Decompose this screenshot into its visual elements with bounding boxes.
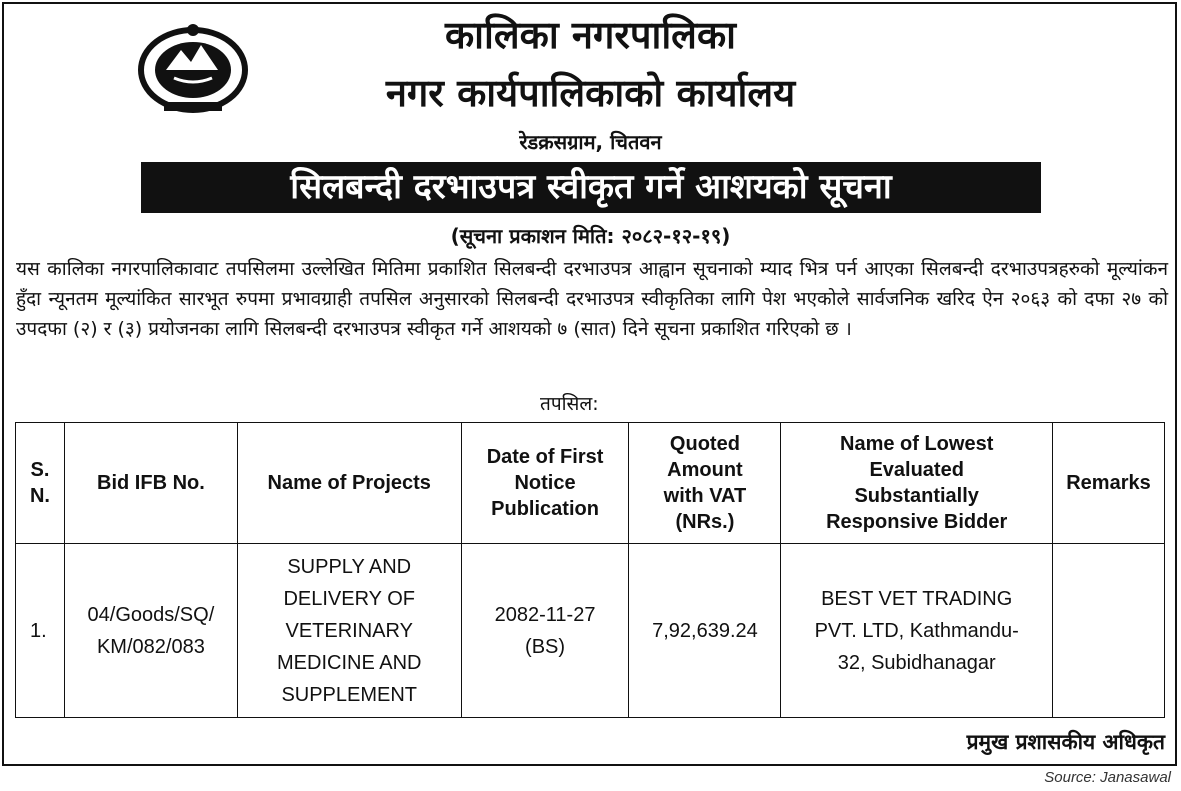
cell-lowest-bidder: [781, 544, 1053, 718]
cell-line: 2082-11-27: [494, 603, 596, 626]
cell-line: S.: [30, 459, 50, 481]
table-row: [16, 544, 1165, 718]
signatory-title: प्रमुख प्रशासकीय अधिकृत: [966, 730, 1165, 754]
office-address: रेडक्रसग्राम, चितवन: [519, 130, 662, 154]
header-sn: [16, 423, 65, 544]
cell-line: (NRs.): [675, 511, 735, 533]
table-header-row: [16, 423, 1165, 544]
bid-table: [15, 422, 1165, 718]
cell-quoted-amount: [629, 544, 781, 718]
cell-line: 04/Goods/SQ/: [87, 603, 215, 626]
cell-line: SUPPLEMENT: [281, 683, 418, 706]
cell-line: with VAT: [663, 485, 747, 507]
cell-line: PVT. LTD, Kathmandu-: [814, 619, 1019, 642]
cell-line: N.: [29, 485, 50, 507]
header-project-name: [237, 423, 461, 544]
cell-line: 7,92,639.24: [652, 619, 758, 642]
cell-line: Bid IFB No.: [97, 472, 205, 494]
cell-line: Amount: [667, 459, 743, 481]
source-credit: Source: Janasawal: [1044, 769, 1171, 786]
header-bid-ifb-no: [64, 423, 237, 544]
cell-remarks: [1053, 544, 1165, 718]
cell-line: Evaluated: [869, 459, 964, 481]
cell-line: Notice: [514, 472, 576, 494]
cell-line: MEDICINE AND: [277, 651, 422, 674]
notice-title: सिलबन्दी दरभाउपत्र स्वीकृत गर्ने आशयको सूचना: [141, 162, 1041, 213]
cell-line: Publication: [491, 498, 599, 520]
cell-line: Responsive Bidder: [826, 511, 1008, 533]
header-quoted-amount: [629, 423, 781, 544]
cell-notice-date: [461, 544, 629, 718]
cell-line: Quoted: [669, 433, 740, 455]
cell-project-name: [237, 544, 461, 718]
cell-line: SUPPLY AND: [287, 555, 412, 578]
municipality-name: कालिका नगरपालिका: [445, 13, 736, 57]
office-name: नगर कार्यपालिकाको कार्यालय: [385, 71, 796, 115]
notice-paragraph: यस कालिका नगरपालिकावाट तपसिलमा उल्लेखित मितिमा प्रकाशित सिलबन्दी दरभाउपत्र आह्वान सूचनाको म्याद भित्र पर्न आएका सिलबन्दी दरभाउपत्रहरुको मूल्यांकन हुँदा न्यूनतम मूल्यांकित सारभूत रुपमा प्रभावग्राही तपसिल अनुसारको सिलबन्दी दरभाउपत्र स्वीकृतिका लागि पेश भएकोले सार्वजनिक खरिद ऐन २०६३ को दफा २७ को उपदफा (२) र (३) प्रयोजनका लागि सिलबन्दी दरभाउपत्र स्वीकृत गर्ने आशयको ७ (सात) दिने सूचना प्रकाशित गरिएको छ ।: [16, 258, 1168, 340]
cell-line: Substantially: [854, 485, 979, 507]
cell-line: Remarks: [1066, 472, 1151, 494]
cell-line: Date of First: [486, 446, 604, 468]
cell-line: (BS): [525, 635, 566, 658]
cell-bid-ifb-no: [64, 544, 237, 718]
publication-date: (सूचना प्रकाशन मिति: २०८२-१२-१९): [450, 224, 731, 248]
header-lowest-bidder: [781, 423, 1053, 544]
cell-sn: [16, 544, 65, 718]
cell-line: KM/082/083: [96, 635, 205, 658]
cell-line: Name of Lowest: [840, 433, 994, 455]
cell-line: BEST VET TRADING: [821, 587, 1013, 610]
header-remarks: [1053, 423, 1165, 544]
schedule-label: तपसिल:: [540, 393, 599, 415]
cell-line: VETERINARY: [285, 619, 413, 642]
header-notice-date: [461, 423, 629, 544]
cell-line: Name of Projects: [267, 472, 431, 494]
cell-line: 32, Subidhanagar: [837, 651, 996, 674]
cell-line: DELIVERY OF: [283, 587, 415, 610]
cell-line: 1.: [30, 619, 47, 642]
